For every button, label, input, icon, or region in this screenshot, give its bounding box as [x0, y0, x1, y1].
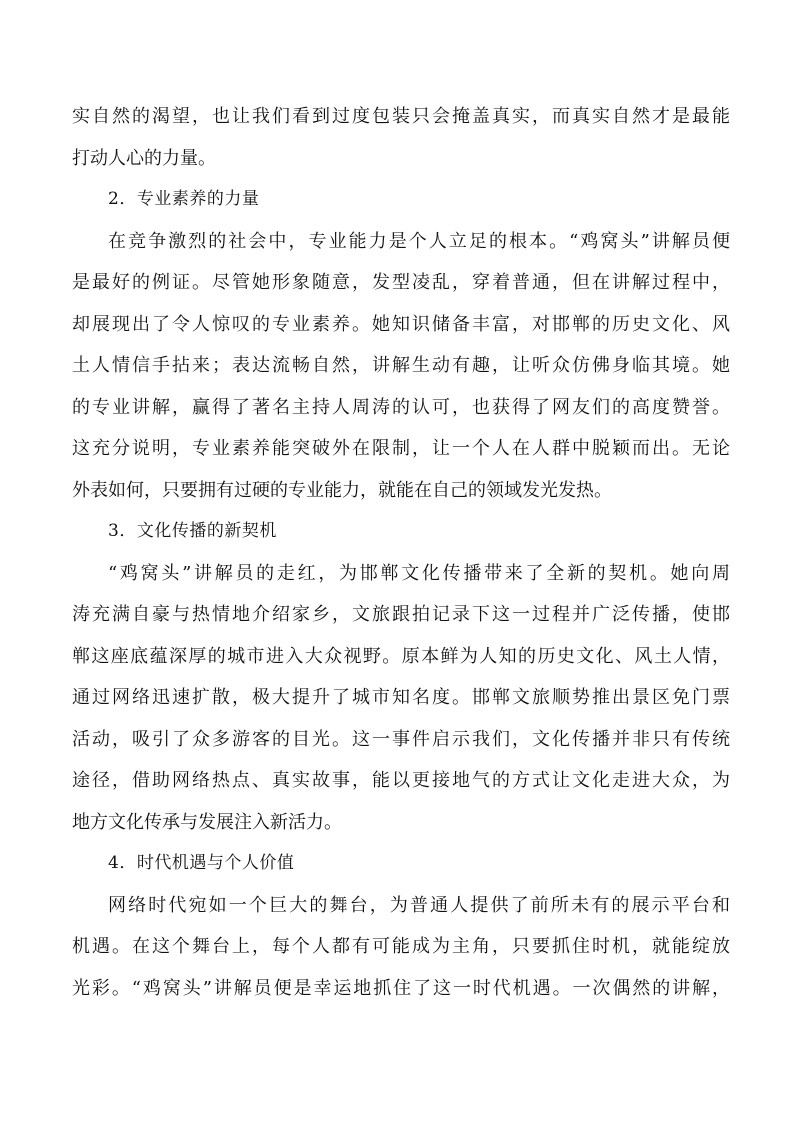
paragraph-line: 外表如何，只要拥有过硬的专业能力，就能在自己的领域发光发热。: [72, 479, 612, 501]
paragraph-line: 涛充满自豪与热情地介绍家乡，文旅跟拍记录下这一过程并广泛传播，使邯: [72, 604, 730, 625]
paragraph-line: 打动人心的力量。: [72, 147, 216, 169]
paragraph-line: 地方文化传承与发展注入新活力。: [72, 811, 342, 833]
paragraph-line: 机遇。在这个舞台上，每个人都有可能成为主角，只要抓住时机，就能绽放: [72, 936, 730, 957]
document-page: [72, 96, 730, 1009]
paragraph-line: 土人情信手拈来；表达流畅自然，讲解生动有趣，让听众仿佛身临其境。她: [72, 355, 730, 376]
paragraph-line: 这充分说明，专业素养能突破外在限制，让一个人在人群中脱颖而出。无论: [72, 438, 730, 459]
section-heading: 4．时代机遇与个人价值: [108, 853, 295, 873]
paragraph-line: 通过网络迅速扩散，极大提升了城市知名度。邯郸文旅顺势推出景区免门票: [72, 687, 730, 708]
paragraph-line: 实自然的渴望，也让我们看到过度包装只会掩盖真实，而真实自然才是最能: [72, 106, 730, 127]
paragraph-line: 光彩。“鸡窝头”讲解员便是幸运地抓住了这一时代机遇。一次偶然的讲解，: [72, 977, 730, 999]
section-heading: 2．专业素养的力量: [108, 189, 260, 209]
paragraph-line: 途径，借助网络热点、真实故事，能以更接地气的方式让文化走进大众，为: [72, 770, 730, 791]
paragraph-line: 网络时代宛如一个巨大的舞台，为普通人提供了前所未有的展示平台和: [108, 894, 730, 916]
section-heading: 3．文化传播的新契机: [108, 521, 277, 541]
paragraph-line: 是最好的例证。尽管她形象随意，发型凌乱，穿着普通，但在讲解过程中，: [72, 272, 730, 293]
paragraph-line: 却展现出了令人惊叹的专业素养。她知识储备丰富，对邯郸的历史文化、风: [72, 313, 730, 335]
paragraph-line: 郸这座底蕴深厚的城市进入大众视野。原本鲜为人知的历史文化、风土人情，: [72, 645, 730, 667]
paragraph-line: 的专业讲解，赢得了著名主持人周涛的认可，也获得了网友们的高度赞誉。: [72, 396, 730, 418]
paragraph-line: 在竞争激烈的社会中，专业能力是个人立足的根本。“鸡窝头”讲解员便: [108, 230, 730, 252]
paragraph-line: 活动，吸引了众多游客的目光。这一事件启示我们，文化传播并非只有传统: [72, 728, 730, 750]
paragraph-line: “鸡窝头”讲解员的走红，为邯郸文化传播带来了全新的契机。她向周: [108, 562, 730, 584]
